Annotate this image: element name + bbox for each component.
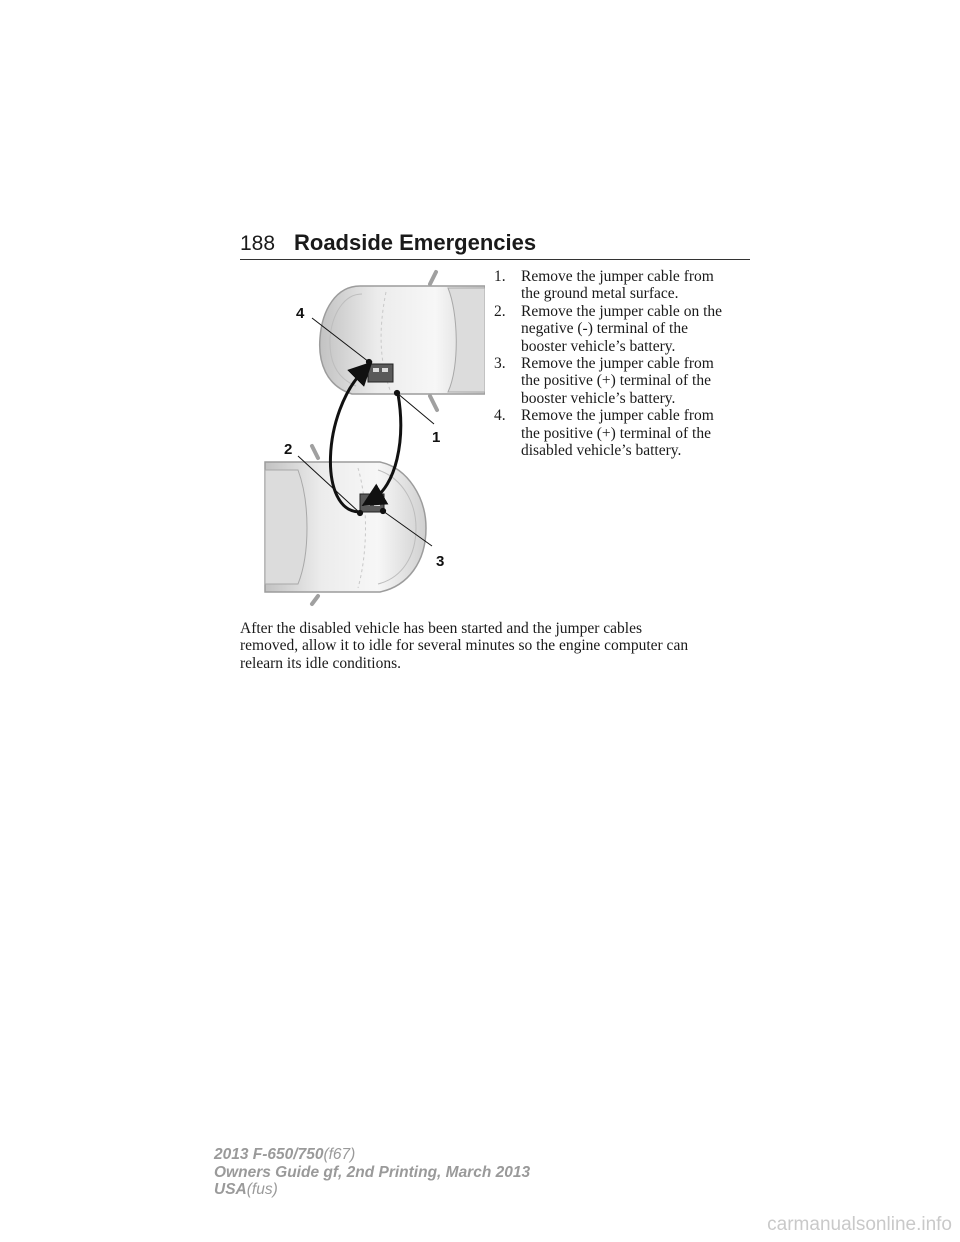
page-header (240, 232, 750, 262)
header-rule (240, 259, 750, 260)
step-number: 2. (494, 302, 506, 320)
paragraph-line: After the disabled vehicle has been started and the jumper cables (240, 620, 642, 637)
callout-3: 3 (436, 553, 445, 570)
step-text: the positive (+) terminal of the (521, 424, 711, 442)
jumper-cable-removal-figure (240, 262, 485, 607)
step-number: 4. (494, 407, 506, 425)
footer-printing: Owners Guide gf, 2nd Printing, March 2013 (214, 1163, 531, 1181)
callout-1: 1 (432, 429, 441, 446)
print-footer (214, 1146, 530, 1199)
booster-vehicle (320, 272, 485, 410)
section-title: Roadside Emergencies (294, 230, 537, 255)
footer-market-code: (fus) (246, 1181, 278, 1198)
step-item (494, 268, 756, 303)
step-item (494, 303, 756, 355)
watermark: carmanualsonline.info (767, 1214, 952, 1235)
paragraph-line: relearn its idle conditions. (240, 654, 401, 672)
step-text: Remove the jumper cable from (521, 355, 714, 373)
paragraph-line: removed, allow it to idle for several minutes so the engine computer can (240, 637, 689, 655)
step-text: negative (-) terminal of the (521, 320, 688, 338)
step-text: the ground metal surface. (521, 285, 679, 303)
step-text: booster vehicle’s battery. (521, 337, 676, 355)
page-number: 188 (240, 232, 276, 255)
footer-market: USA (214, 1181, 247, 1198)
footer-model-code: (f67) (323, 1146, 356, 1163)
step-text: Remove the jumper cable from (521, 268, 714, 285)
step-text: the positive (+) terminal of the (521, 372, 711, 390)
idle-relearn-paragraph (240, 620, 760, 672)
step-number: 3. (494, 355, 506, 373)
callout-4: 4 (296, 305, 305, 322)
step-item (494, 355, 756, 407)
callout-2: 2 (284, 441, 293, 458)
step-text: Remove the jumper cable on the (521, 302, 723, 320)
removal-steps-list (494, 268, 756, 459)
footer-model: 2013 F-650/750 (214, 1146, 324, 1163)
step-text: disabled vehicle’s battery. (521, 442, 682, 460)
step-text: Remove the jumper cable from (521, 407, 714, 425)
step-text: booster vehicle’s battery. (521, 389, 676, 407)
two-vehicles-illustration (240, 262, 485, 607)
step-item (494, 407, 756, 459)
step-number: 1. (494, 268, 506, 285)
